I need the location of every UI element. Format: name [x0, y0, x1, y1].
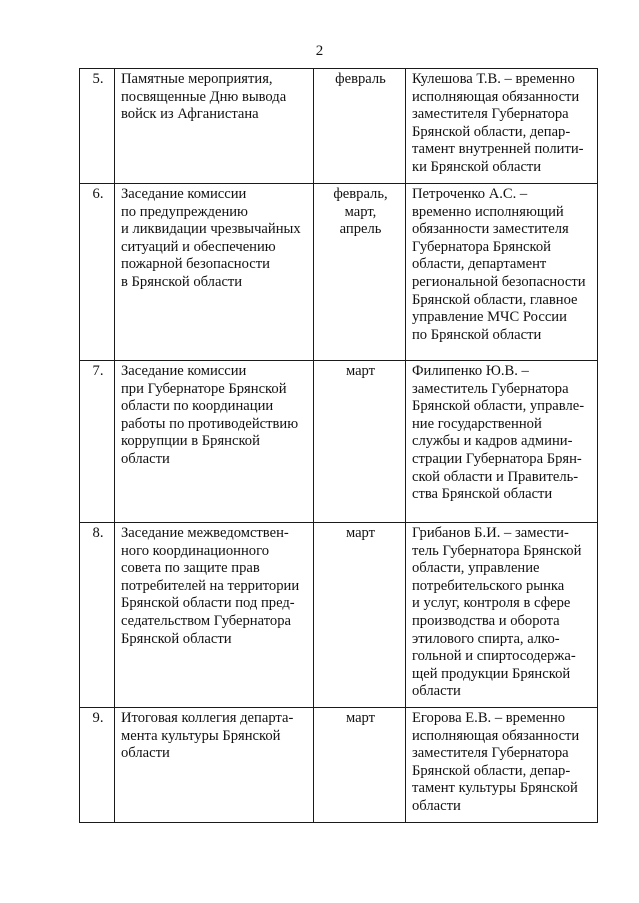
event-term: февраль, март, апрель [314, 184, 406, 361]
event-term: март [314, 361, 406, 523]
event-term: март [314, 707, 406, 822]
table-row [80, 361, 598, 523]
row-number: 7. [80, 361, 115, 523]
responsible-party: Егорова Е.В. – временно исполняющая обязанности заместителя Губернатора Брянской области, депар- тамент культуры Брянской области [406, 707, 598, 822]
event-name: Памятные мероприятия, посвященные Дню вывода войск из Афганистана [115, 69, 314, 184]
event-name: Заседание комиссии при Губернаторе Брянской области по координации работы по противодействию коррупции в Брянской области [115, 361, 314, 523]
responsible-party: Кулешова Т.В. – временно исполняющая обязанности заместителя Губернатора Брянской области, депар- тамент внутренней полити- ки Брянской области [406, 69, 598, 184]
row-number: 9. [80, 707, 115, 822]
table-row [80, 69, 598, 184]
page-number: 2 [315, 43, 324, 59]
responsible-party: Грибанов Б.И. – замести- тель Губернатора Брянской области, управление потребительского рынка и услуг, контроля в сфере производства и оборота этилового спирта, алко- гольной и спиртосодержа- щей продукции Брянской области [406, 523, 598, 708]
row-number: 5. [80, 69, 115, 184]
table-row [80, 707, 598, 822]
event-term: февраль [314, 69, 406, 184]
event-term: март [314, 523, 406, 708]
event-name: Итоговая коллегия департа- мента культуры Брянской области [115, 707, 314, 822]
table-row [80, 184, 598, 361]
event-name: Заседание комиссии по предупреждению и ликвидации чрезвычайных ситуаций и обеспечению пожарной безопасности в Брянской области [115, 184, 314, 361]
responsible-party: Петроченко А.С. – временно исполняющий обязанности заместителя Губернатора Брянской области, департамент региональной безопасности Брянской области, главное управление МЧС России по Брянской области [406, 184, 598, 361]
table-row [80, 523, 598, 708]
responsible-party: Филипенко Ю.В. – заместитель Губернатора Брянской области, управле- ние государственной службы и кадров админи- страции Губернатора Брян- ской области и Правитель- ства Брянской области [406, 361, 598, 523]
row-number: 6. [80, 184, 115, 361]
row-number: 8. [80, 523, 115, 708]
event-name: Заседание межведомствен- ного координационного совета по защите прав потребителей на территории Брянской области под пред- седательством Губернатора Брянской области [115, 523, 314, 708]
events-table [79, 68, 598, 823]
